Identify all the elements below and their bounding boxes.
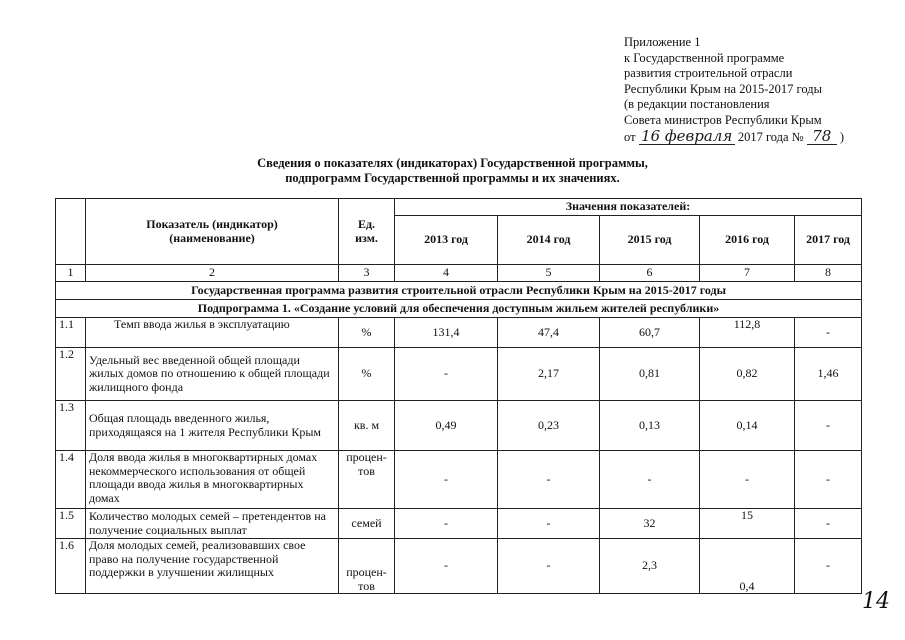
header-values: Значения показателей:: [395, 199, 862, 216]
col-number: 1: [56, 265, 86, 282]
row-value-2017: -: [795, 509, 862, 539]
row-value-2017: -: [795, 451, 862, 509]
header-unit-sub: изм.: [355, 230, 378, 245]
row-number: 1.5: [56, 509, 86, 539]
row-unit: %: [339, 318, 395, 348]
header-unit: [339, 199, 395, 265]
indicators-table: [55, 198, 862, 594]
header-year-2017: 2017 год: [795, 216, 862, 265]
row-number: 1.6: [56, 539, 86, 594]
col-number: 6: [600, 265, 700, 282]
row-number: 1.4: [56, 451, 86, 509]
row-indicator-name: Доля молодых семей, реализовавших свое право на получение государственной поддержки в улучшении жилищных: [86, 539, 339, 594]
row-indicator-name: Доля ввода жилья в многоквартирных домах некоммерческого использования от общей площади ввода жилья в многоквартирных домах: [86, 451, 339, 509]
header-indicator-label: Показатель (индикатор): [146, 217, 278, 231]
row-value-2013: -: [395, 348, 498, 401]
header-num-cell: [56, 199, 86, 265]
title-line-2: подпрограмм Государственной программы и их значениях.: [285, 171, 620, 185]
row-indicator-name: Общая площадь введенного жилья, приходящаяся на 1 жителя Республики Крым: [86, 401, 339, 451]
title-line-1: Сведения о показателях (индикаторах) Государственной программы,: [257, 156, 648, 170]
header-year-2013: 2013 год: [395, 216, 498, 265]
appendix-line: (в редакции постановления: [624, 97, 770, 112]
row-value-2014: 2,17: [498, 348, 600, 401]
program-title-row: Государственная программа развития строительной отрасли Республики Крым на 2015-2017 годы: [56, 282, 862, 300]
handwritten-date: 16 февраля: [639, 129, 735, 146]
col-number: 5: [498, 265, 600, 282]
header-indicator: [86, 199, 339, 265]
appendix-line: Республики Крым на 2015-2017 годы: [624, 81, 822, 96]
row-value-2015: 60,7: [600, 318, 700, 348]
header-unit-label: Ед.: [357, 217, 376, 231]
row-value-2016: -: [700, 451, 795, 509]
row-value-2016: 0,14: [700, 401, 795, 451]
row-value-2013: -: [395, 451, 498, 509]
row-value-2015: 0,81: [600, 348, 700, 401]
row-value-2017: -: [795, 401, 862, 451]
row-value-2017: 1,46: [795, 348, 862, 401]
row-value-2017: -: [795, 318, 862, 348]
row-value-2014: 0,23: [498, 401, 600, 451]
row-unit: процен- тов: [339, 451, 395, 509]
year-text: 2017 года №: [737, 129, 804, 144]
close-paren: ): [839, 129, 845, 144]
row-unit: процен- тов: [339, 539, 395, 594]
row-value-2015: 2,3: [600, 539, 700, 594]
from-prefix: от: [624, 129, 636, 144]
row-indicator-name: Темп ввода жилья в эксплуатацию: [86, 318, 339, 348]
table-row: [56, 509, 862, 539]
col-number: 7: [700, 265, 795, 282]
row-value-2016: 0,82: [700, 348, 795, 401]
handwritten-page-number: 14: [862, 589, 890, 614]
row-value-2016: 112,8: [700, 318, 795, 348]
header-indicator-sub: (наименование): [169, 230, 255, 245]
row-value-2013: -: [395, 539, 498, 594]
row-value-2014: -: [498, 539, 600, 594]
row-value-2016: 0,4: [700, 539, 795, 594]
appendix-date-line: [624, 126, 845, 146]
row-value-2013: 131,4: [395, 318, 498, 348]
table-row: [56, 539, 862, 594]
col-number: 8: [795, 265, 862, 282]
row-value-2016: 15: [700, 509, 795, 539]
col-number: 2: [86, 265, 339, 282]
document-title: [0, 156, 905, 186]
appendix-note: [624, 35, 844, 145]
row-value-2013: 0,49: [395, 401, 498, 451]
appendix-line: Приложение 1: [624, 35, 701, 49]
row-unit: семей: [339, 509, 395, 539]
header-year-2015: 2015 год: [600, 216, 700, 265]
row-number: 1.1: [56, 318, 86, 348]
appendix-line: к Государственной программе: [624, 50, 785, 65]
row-indicator-name: Удельный вес введенной общей площади жилых домов по отношению к общей площади жилищного фонда: [86, 348, 339, 401]
table-row: [56, 401, 862, 451]
row-value-2015: -: [600, 451, 700, 509]
row-number: 1.3: [56, 401, 86, 451]
column-number-row: [56, 265, 862, 282]
row-value-2015: 0,13: [600, 401, 700, 451]
row-value-2014: 47,4: [498, 318, 600, 348]
table-row: [56, 318, 862, 348]
row-value-2014: -: [498, 451, 600, 509]
row-value-2013: -: [395, 509, 498, 539]
header-year-2016: 2016 год: [700, 216, 795, 265]
row-value-2014: -: [498, 509, 600, 539]
row-indicator-name: Количество молодых семей – претендентов на получение социальных выплат: [86, 509, 339, 539]
row-number: 1.2: [56, 348, 86, 401]
header-year-2014: 2014 год: [498, 216, 600, 265]
handwritten-number: 78: [807, 129, 837, 146]
subprogram-title-row: Подпрограмма 1. «Создание условий для обеспечения доступным жильем жителей республики»: [56, 300, 862, 318]
row-value-2015: 32: [600, 509, 700, 539]
col-number: 3: [339, 265, 395, 282]
table-row: [56, 348, 862, 401]
row-unit: %: [339, 348, 395, 401]
row-value-2017: -: [795, 539, 862, 594]
col-number: 4: [395, 265, 498, 282]
appendix-line: развития строительной отрасли: [624, 66, 793, 81]
table-row: [56, 451, 862, 509]
appendix-line: Совета министров Республики Крым: [624, 112, 822, 127]
row-unit: кв. м: [339, 401, 395, 451]
